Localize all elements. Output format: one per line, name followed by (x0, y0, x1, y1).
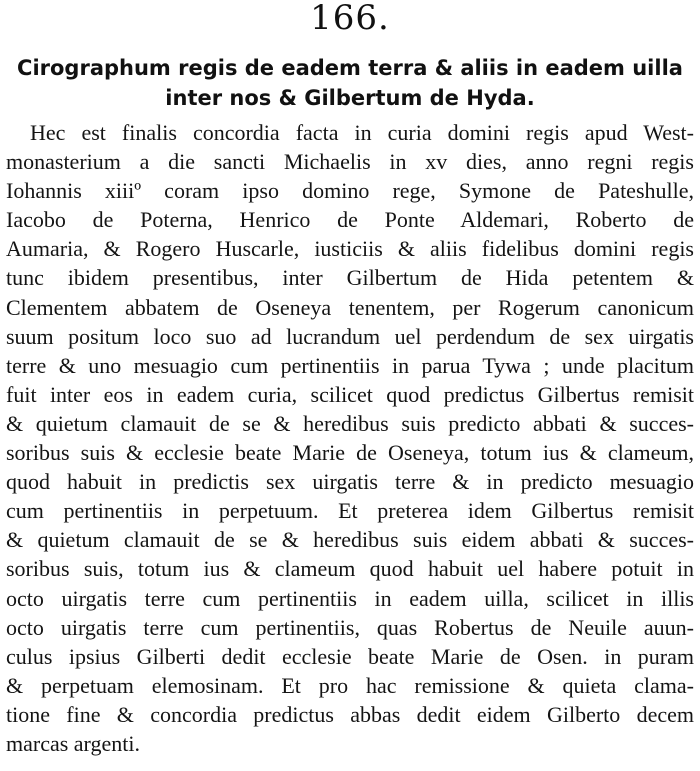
charter-body (6, 118, 694, 758)
body-line: quod habuit in predictis sex uirgatis terre & in predicto mesuagio (6, 469, 694, 495)
body-line: soribus suis & ecclesie beate Marie de Oseneya, totum ius & clameum, (6, 440, 694, 466)
body-line: tione fine & concordia predictus abbas dedit eidem Gilberto decem (6, 701, 694, 727)
heading-line: inter nos & Gilbertum de Hyda. (165, 86, 535, 110)
page-number: 166. (310, 0, 390, 38)
body-line: & perpetuam elemosinam. Et pro hac remissione & quieta clama- (6, 672, 694, 698)
body-line: terre & uno mesuagio cum pertinentiis in parua Tywa ; unde placitum (6, 352, 694, 378)
body-line: & quietum clamauit de se & heredibus suis predicto abbati & succes- (6, 410, 694, 436)
body-line: fuit inter eos in eadem curia, scilicet quod predictus Gilbertus remisit (6, 381, 694, 407)
body-line: Iohannis xiiiº coram ipso domino rege, Symone de Pateshulle, (6, 178, 694, 204)
body-line: culus ipsius Gilberti dedit ecclesie beate Marie de Osen. in puram (6, 643, 694, 669)
body-line: Aumaria, & Rogero Huscarle, iusticiis & aliis fidelibus domini regis (6, 236, 694, 262)
charter-heading (0, 53, 700, 113)
body-line: tunc ibidem presentibus, inter Gilbertum de Hida petentem & (6, 265, 694, 291)
body-line: cum pertinentiis in perpetuum. Et preterea idem Gilbertus remisit (6, 498, 694, 524)
body-line: Clementem abbatem de Oseneya tenentem, per Rogerum canonicum (6, 294, 694, 320)
body-line: octo uirgatis terre cum pertinentiis in eadem uilla, scilicet in illis (6, 585, 694, 611)
body-line: Hec est finalis concordia facta in curia domini regis apud West- (30, 120, 694, 145)
body-line: Iacobo de Poterna, Henrico de Ponte Aldemari, Roberto de (6, 207, 694, 233)
body-line: marcas argenti. (6, 730, 140, 756)
body-line: octo uirgatis terre cum pertinentiis, quas Robertus de Neuile auun- (6, 614, 694, 640)
heading-line: Cirographum regis de eadem terra & aliis in eadem uilla (17, 56, 683, 80)
body-line: suum positum loco suo ad lucrandum uel perdendum de sex uirgatis (6, 323, 694, 349)
body-line: monasterium a die sancti Michaelis in xv dies, anno regni regis (6, 149, 694, 175)
body-line: & quietum clamauit de se & heredibus suis eidem abbati & succes- (6, 527, 694, 553)
body-line: soribus suis, totum ius & clameum quod habuit uel habere potuit in (6, 556, 694, 582)
